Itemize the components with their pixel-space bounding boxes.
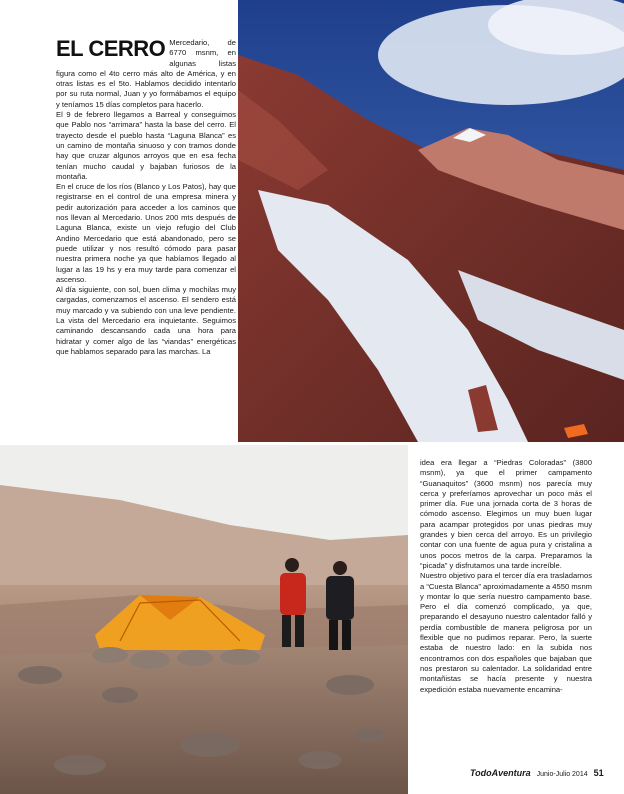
article-column-2 [420, 458, 592, 695]
mountain-photo [238, 0, 624, 442]
page-number: 51 [593, 768, 604, 778]
paragraph: El 9 de febrero llegamos a Barreal y conseguimos que Pablo nos “arrimara” hasta la base del cerro. El trayecto desde el pueblo hasta “Laguna Blanca” es un camino de montaña sinuoso y con tramos donde hay que cruzar algunos arroyos que en esa fecha tenían mucho caudal y bajaban furiosos de la montaña. [56, 110, 236, 181]
article-column-1 [56, 38, 236, 357]
paragraph: En el cruce de los ríos (Blanco y Los Patos), hay que registrarse en el control de una empresa minera y pedir autorización para acceder a los caminos que nos llevan al Mercedario. Unos 200 mts después de Laguna Blanca, existe un viejo refugio del Club Andino Mercedario que está abandonado, pero se puede utilizar y nos resultó cómodo para pasar nuestra primera noche ya que habíamos llegado al lugar a las 19 hs y era muy tarde para comenzar el ascenso. [56, 182, 236, 284]
paragraph: EL CERRO Mercedario, de 6770 msnm, en algunas listas figura como el 4to cerro más alto de América, y en otras listas es el 5to. Hablamos decidido intentarlo por su ruta normal, Juan y yo formábamos el equipo y teníamos 15 días completos para hacerlo. [56, 36, 236, 109]
page-footer [470, 766, 610, 780]
magazine-brand: TodoAventura [470, 768, 531, 778]
paragraph: idea era llegar a “Piedras Coloradas” (3800 msnm), ya que el primer campamento “Guanaquitos” (3600 msnm) nos parecía muy cerca y preferíamos aprovechar un poco más el primer día. Fue una jornada corta de 3 horas de cómodo ascenso. Elegimos un muy buen lugar para acampar protegidos por unas piedras muy grandes y bien cerca del arroyo. Es un privilegio contar con una fuente de agua pura y cristalina a unos pocos metros de la carpa. Preparamos la “picada” y disfrutamos una tarde increíble. [420, 458, 592, 570]
camp-photo [0, 445, 408, 794]
paragraph: Al día siguiente, con sol, buen clima y mochilas muy cargadas, comenzamos el ascenso. El sendero está muy marcado y va subiendo con una leve pendiente. La vista del Mercedario era inquietante. Seguimos caminando descansando cada una hora para hidratar y comer algo de las “viandas” energéticas que hablamos separado para las marchas. La [56, 285, 236, 356]
headline: EL CERRO [56, 36, 166, 61]
paragraph: Nuestro objetivo para el tercer día era trasladarnos a “Cuesta Blanca” aproximadamente a 4550 msnm y montar lo que sería nuestro campamento base. Pero el día comenzó complicado, ya que, preparando el desayuno nuestro calentador falló y perdía combustible de manera peligrosa por un flexible que no pudimos reparar. Pero, la suerte estaba de nuestro lado: en la subida nos encontramos con dos españoles que bajaban que nos prestaron su calentador. La solidaridad entre montañistas se hacía presente y nuestra expedición estaba nuevamente encamina- [420, 571, 592, 694]
issue-date: Junio-Julio 2014 [536, 771, 588, 778]
